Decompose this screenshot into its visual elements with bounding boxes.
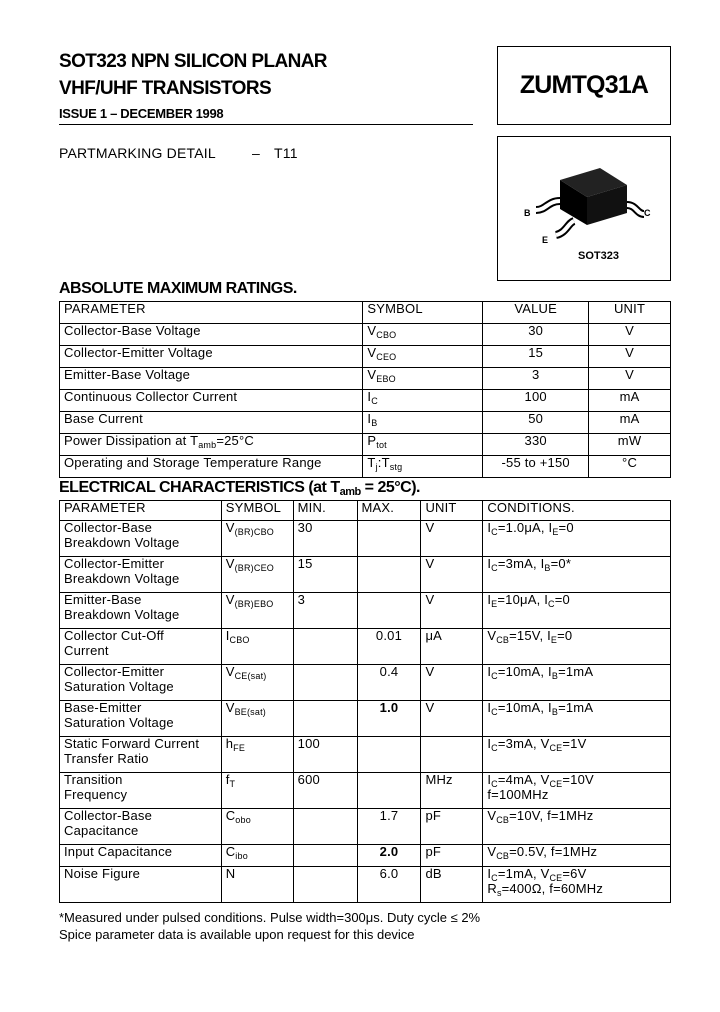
part-number: ZUMTQ31A [519,71,649,99]
symbol-cell: $I_C$ [363,390,483,412]
value-cell: 50 [483,412,589,434]
unit-cell: V [421,521,483,557]
symbol-cell: $V_{CE(sat)}$ [221,665,293,701]
param-cell: Collector-Emitter Saturation Voltage [60,665,222,701]
header-cell: UNIT [589,302,671,324]
conditions-cell: $V_{CB}=0.5V$, f=1MHz [483,845,671,867]
max-cell [357,593,421,629]
table-row [60,773,671,809]
symbol-cell: $C_{ibo}$ [221,845,293,867]
conditions-cell: $I_C=3mA$, $V_{CE}=1V$ [483,737,671,773]
max-cell: 1.7 [357,809,421,845]
max-cell [357,557,421,593]
symbol-cell: $I_B$ [363,412,483,434]
symbol-cell: $C_{obo}$ [221,809,293,845]
table-row [60,701,671,737]
table-row [60,665,671,701]
value-cell: -55 to +150 [483,456,589,478]
unit-cell: V [589,346,671,368]
min-cell [293,629,357,665]
table-row [60,867,671,903]
header-cell: UNIT [421,501,483,521]
max-cell [357,737,421,773]
package-drawing-box [497,136,671,281]
unit-cell: μA [421,629,483,665]
table-row [60,390,671,412]
header-cell: MAX. [357,501,421,521]
param-cell: Power Dissipation at $T_{amb}=25^\circ C$ [60,434,363,456]
unit-cell: V [421,665,483,701]
issue-date: ISSUE 1 – DECEMBER 1998 [59,106,224,121]
unit-cell: pF [421,845,483,867]
max-cell: 2.0 [357,845,421,867]
unit-cell: V [589,368,671,390]
header-rule [59,124,473,125]
min-cell: 600 [293,773,357,809]
max-cell: 0.4 [357,665,421,701]
symbol-cell: $V_{EBO}$ [363,368,483,390]
table-row [60,324,671,346]
header-cell: SYMBOL [363,302,483,324]
symbol-cell: $V_{(BR)CBO}$ [221,521,293,557]
symbol-cell: $V_{(BR)CEO}$ [221,557,293,593]
table-row [60,368,671,390]
pin-e-label: E [542,235,549,245]
abs-max-table [59,301,671,478]
value-cell: 3 [483,368,589,390]
param-cell: Input Capacitance [60,845,222,867]
table-row [60,557,671,593]
symbol-cell: $V_{CEO}$ [363,346,483,368]
footnote-pulsed: *Measured under pulsed conditions. Pulse width=300μs. Duty cycle ≤ 2% [59,910,481,925]
unit-cell: mA [589,412,671,434]
table-header-row [60,302,671,324]
unit-cell: MHz [421,773,483,809]
param-cell: Transition Frequency [60,773,222,809]
conditions-cell: $I_C=4mA$, $V_{CE}=10V$ f=100MHz [483,773,671,809]
unit-cell: °C [589,456,671,478]
max-cell [357,521,421,557]
unit-cell: mW [589,434,671,456]
min-cell: 15 [293,557,357,593]
table-row [60,809,671,845]
conditions-cell: $I_C=3mA$, $I_B=0*$ [483,557,671,593]
max-cell: 0.01 [357,629,421,665]
header-cell: PARAMETER [60,501,222,521]
param-cell: Static Forward Current Transfer Ratio [60,737,222,773]
header-cell: VALUE [483,302,589,324]
header-cell: CONDITIONS. [483,501,671,521]
symbol-cell: $V_{CBO}$ [363,324,483,346]
unit-cell: V [589,324,671,346]
value-cell: 15 [483,346,589,368]
footnote-spice: Spice parameter data is available upon request for this device [59,927,415,942]
conditions-cell: $V_{CB}=15V$, $I_E=0$ [483,629,671,665]
param-cell: Base-Emitter Saturation Voltage [60,701,222,737]
param-cell: Noise Figure [60,867,222,903]
table-row [60,412,671,434]
param-cell: Emitter-Base Breakdown Voltage [60,593,222,629]
title-line-2: VHF/UHF TRANSISTORS [59,78,272,99]
header-cell: MIN. [293,501,357,521]
unit-cell: pF [421,809,483,845]
max-cell: 6.0 [357,867,421,903]
pin-b-label: B [524,208,531,218]
symbol-cell: $P_{tot}$ [363,434,483,456]
value-cell: 100 [483,390,589,412]
elec-heading: ELECTRICAL CHARACTERISTICS (at $T_{amb} = 25^\circ C$). [59,479,420,498]
min-cell [293,845,357,867]
title-line-1: SOT323 NPN SILICON PLANAR [59,51,327,72]
param-cell: Base Current [60,412,363,434]
symbol-cell: $T_j:T_{stg}$ [363,456,483,478]
min-cell [293,809,357,845]
symbol-cell: $V_{BE(sat)}$ [221,701,293,737]
table-row [60,737,671,773]
table-row [60,629,671,665]
unit-cell: V [421,557,483,593]
table-row [60,521,671,557]
max-cell [357,773,421,809]
table-row [60,845,671,867]
conditions-cell: $V_{CB}=10V$, f=1MHz [483,809,671,845]
param-cell: Continuous Collector Current [60,390,363,412]
symbol-cell: $h_{FE}$ [221,737,293,773]
param-cell: Operating and Storage Temperature Range [60,456,363,478]
param-cell: Emitter-Base Voltage [60,368,363,390]
min-cell [293,867,357,903]
table-header-row [60,501,671,521]
partmarking-label: PARTMARKING DETAIL [59,145,216,161]
table-row [60,593,671,629]
table-row [60,346,671,368]
pin-c-label: C [644,208,651,218]
table-row [60,434,671,456]
param-cell: Collector-Base Breakdown Voltage [60,521,222,557]
min-cell [293,701,357,737]
partmarking-value: T11 [274,145,298,161]
min-cell: 100 [293,737,357,773]
min-cell: 3 [293,593,357,629]
symbol-cell: N [221,867,293,903]
unit-cell: dB [421,867,483,903]
unit-cell: V [421,701,483,737]
param-cell: Collector-Emitter Breakdown Voltage [60,557,222,593]
table-row [60,456,671,478]
value-cell: 30 [483,324,589,346]
conditions-cell: $I_C=1.0\mu A$, $I_E=0$ [483,521,671,557]
min-cell: 30 [293,521,357,557]
param-cell: Collector-Base Voltage [60,324,363,346]
elec-table [59,500,671,903]
part-number-box [497,46,671,125]
symbol-cell: $I_{CBO}$ [221,629,293,665]
param-cell: Collector-Emitter Voltage [60,346,363,368]
conditions-cell: $I_E=10\mu A$, $I_C=0$ [483,593,671,629]
symbol-cell: $V_{(BR)EBO}$ [221,593,293,629]
header-cell: SYMBOL [221,501,293,521]
symbol-cell: $f_T$ [221,773,293,809]
param-cell: Collector-Base Capacitance [60,809,222,845]
conditions-cell: $I_C=10mA$, $I_B=1mA$ [483,701,671,737]
min-cell [293,665,357,701]
param-cell: Collector Cut-Off Current [60,629,222,665]
unit-cell: mA [589,390,671,412]
conditions-cell: $I_C=10mA$, $I_B=1mA$ [483,665,671,701]
unit-cell: V [421,593,483,629]
package-name: SOT323 [578,250,619,262]
abs-max-heading: ABSOLUTE MAXIMUM RATINGS. [59,280,297,297]
partmarking-dash: – [252,145,260,161]
header-cell: PARAMETER [60,302,363,324]
value-cell: 330 [483,434,589,456]
max-cell: 1.0 [357,701,421,737]
conditions-cell: $I_C=1mA$, $V_{CE}=6V$ $R_s=400\Omega$, f=60MHz [483,867,671,903]
unit-cell [421,737,483,773]
